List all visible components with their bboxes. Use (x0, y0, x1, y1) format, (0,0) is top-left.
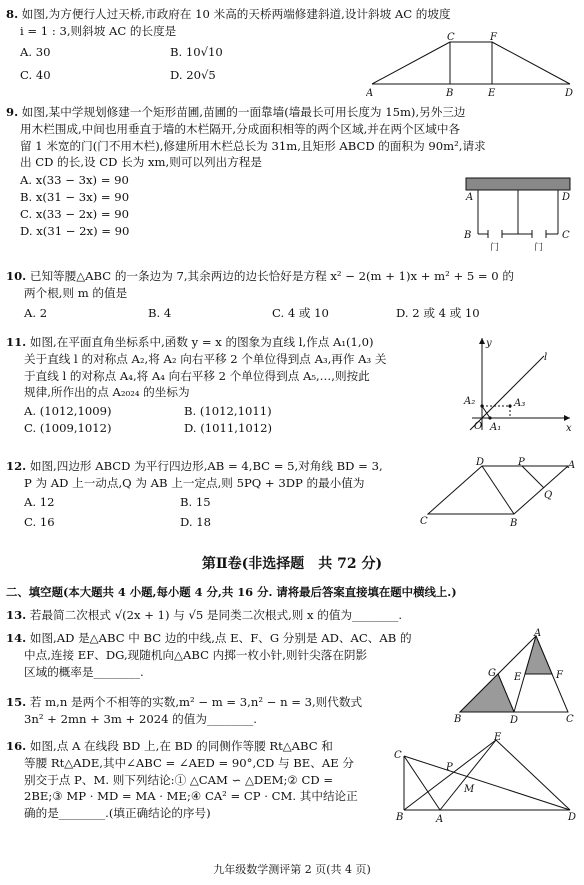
triangle-figure (452, 628, 578, 724)
question-text: 如图,四边形 ABCD 为平行四边形,AB = 4,BC = 5,对角线 BD = 3, (29, 459, 383, 473)
label-c: C (447, 32, 455, 43)
option-a[interactable]: A. 12 (24, 494, 55, 509)
question-number: 8. (6, 7, 19, 21)
question-13 (6, 607, 402, 624)
page-footer: 九年级数学测评第 2 页(共 4 页) (213, 863, 371, 876)
question-text: 如图,点 A 在线段 BD 上,在 BD 的同侧作等腰 Rt△ABC 和 (29, 739, 333, 753)
label-g: G (488, 668, 496, 679)
question-text: 若最简二次根式 √(2x + 1) 与 √5 是同类二次根式,则 x 的值为________. (29, 608, 403, 622)
right-triangles-figure (392, 732, 578, 824)
option-c[interactable]: C. 16 (24, 515, 55, 530)
label-c: C (394, 750, 402, 761)
label-a: A (436, 814, 444, 824)
question-text: 2BE;③ MP · MD = MA · ME;④ CA² = CP · CM. 其中结论正 (24, 789, 358, 804)
option-d[interactable]: D. (1011,1012) (184, 420, 272, 435)
question-14 (6, 630, 412, 680)
question-number: 15. (6, 695, 27, 709)
label-d: D (476, 457, 485, 468)
question-number: 10. (6, 269, 27, 283)
question-12 (6, 458, 383, 531)
question-text: 如图,在平面直角坐标系中,函数 y = x 的图象为直线 l,作点 A₁(1,0) (29, 335, 374, 349)
option-c[interactable]: C. 40 (20, 68, 51, 83)
question-text: 别交于点 P、M. 则下列结论:① △CAM ∽ △DEM;② CD = (24, 772, 334, 787)
question-16 (6, 738, 358, 822)
label-d: D (562, 192, 571, 203)
section-title: 第Ⅱ卷(非选择题 共 72 分) (201, 556, 383, 572)
option-b[interactable]: B. 4 (148, 305, 172, 320)
label-l: l (544, 352, 548, 363)
label-c: C (420, 516, 428, 527)
label-a: A (568, 460, 576, 471)
bridge-figure (366, 30, 576, 98)
label-b: B (396, 812, 404, 823)
option-d[interactable]: D. 2 或 4 或 10 (396, 305, 480, 320)
question-number: 9. (6, 105, 19, 119)
question-11 (6, 334, 386, 437)
question-number: 12. (6, 459, 27, 473)
question-text: 若 m,n 是两个不相等的实数,m² − m = 3,n² − n = 3,则代数式 (29, 695, 363, 709)
label-b: B (454, 714, 462, 724)
question-text: 两个根,则 m 的值是 (24, 285, 128, 300)
label-d: D (568, 812, 577, 823)
section-header: 二、填空题(本大题共 4 小题,每小题 4 分,共 16 分. 请将最后答案直接填在题中横线上.) (6, 585, 457, 599)
question-text: 中点,连接 EF、DG,现随机向△ABC 内掷一枚小针,则针尖落在阴影 (24, 647, 368, 662)
label-o: O (474, 421, 483, 432)
question-text: 关于直线 l 的对称点 A₂,将 A₂ 向右平移 2 个单位得到点 A₃,再作 A₃ 关 (24, 351, 387, 366)
label-a: A (466, 192, 474, 203)
option-b[interactable]: B. 10√10 (170, 44, 223, 59)
question-text: 已知等腰△ABC 的一条边为 7,其余两边的边长恰好是方程 x² − 2(m + 1)x + m² + 5 = 0 的 (29, 269, 514, 283)
label-q: Q (544, 490, 553, 501)
label-m: M (464, 784, 475, 795)
question-text: i = 1 : 3,则斜坡 AC 的长度是 (20, 23, 177, 38)
option-a[interactable]: A. 30 (20, 44, 51, 59)
option-b[interactable]: B. 15 (180, 494, 211, 509)
label-d: D (565, 88, 574, 98)
label-e: E (488, 88, 496, 98)
option-c[interactable]: C. x(33 − 2x) = 90 (20, 206, 130, 221)
question-text: P 为 AD 上一动点,Q 为 AB 上一定点,则 5PQ + 3DP 的最小值为 (24, 475, 365, 490)
option-b[interactable]: B. (1012,1011) (184, 404, 272, 419)
label-e: E (514, 672, 522, 683)
question-10 (6, 268, 520, 321)
label-a3: A₃ (514, 398, 526, 409)
label-c: C (562, 230, 570, 241)
label-f: F (556, 670, 563, 681)
label-d: D (510, 715, 519, 724)
option-a[interactable]: A. (1012,1009) (24, 404, 112, 419)
parallelogram-figure (420, 456, 576, 528)
question-text: 确的是________.(填正确结论的序号) (24, 806, 211, 821)
question-text: 规律,所作出的点 A₂₀₂₄ 的坐标为 (24, 385, 190, 400)
question-text: 出 CD 的长,设 CD 长为 xm,则可以列出方程是 (20, 155, 262, 170)
question-text: 用木栏围成,中间也用垂直于墙的木栏隔开,分成面积相等的两个区域,并在两个区域中各 (20, 121, 461, 136)
label-a: A (366, 88, 374, 98)
label-b: B (464, 230, 472, 241)
option-d[interactable]: D. 18 (180, 515, 212, 530)
question-number: 14. (6, 631, 27, 645)
question-text: 如图,为方便行人过天桥,市政府在 10 米高的天桥两端修建斜道,设计斜坡 AC 的坡度 (21, 7, 451, 21)
question-text: 如图,AD 是△ABC 中 BC 边的中线,点 E、F、G 分别是 AD、AC、AB 的 (29, 631, 412, 645)
garden-figure (458, 176, 578, 256)
label-x: x (566, 423, 572, 434)
question-text: 如图,某中学规划修建一个矩形苗圃,苗圃的一面靠墙(墙最长可用长度为 15m),另外三边 (21, 105, 466, 119)
question-number: 11. (6, 335, 27, 349)
option-c[interactable]: C. 4 或 10 (272, 305, 329, 320)
question-text: 等腰 Rt△ADE,其中∠ABC = ∠AED = 90°,CD 与 BE、AE 分 (24, 755, 354, 770)
label-p: P (446, 762, 453, 773)
label-door-2: 门 (534, 243, 544, 253)
label-a1: A₁ (490, 422, 502, 433)
label-b: B (446, 88, 454, 98)
option-d[interactable]: D. 20√5 (170, 68, 216, 83)
question-text: 区域的概率是________. (24, 664, 144, 679)
label-a: A (534, 628, 542, 639)
question-9 (6, 104, 486, 239)
question-text: 3n² + 2mn + 3m + 2024 的值为________. (24, 711, 257, 726)
option-b[interactable]: B. x(31 − 3x) = 90 (20, 189, 130, 204)
label-a2: A₂ (464, 396, 476, 407)
label-p: P (518, 457, 525, 468)
option-a[interactable]: A. x(33 − 3x) = 90 (20, 173, 129, 188)
option-a[interactable]: A. 2 (24, 305, 48, 320)
option-d[interactable]: D. x(31 − 2x) = 90 (20, 223, 130, 238)
question-text: 留 1 米宽的门(门不用木栏),修建所用木栏总长为 31m,且矩形 ABCD 的面积为 90m²,请求 (20, 138, 486, 153)
label-door-1: 门 (490, 243, 500, 253)
label-b: B (510, 518, 518, 528)
label-y: y (486, 338, 492, 349)
coordinate-figure (462, 334, 576, 434)
label-f: F (490, 32, 497, 43)
question-text: 于直线 l 的对称点 A₄,将 A₄ 向右平移 2 个单位得到点 A₅,…,则按此 (24, 368, 370, 383)
question-15 (6, 694, 362, 728)
question-number: 16. (6, 739, 27, 753)
option-c[interactable]: C. (1009,1012) (24, 420, 112, 435)
label-e: E (494, 732, 502, 743)
label-c: C (566, 714, 574, 724)
question-number: 13. (6, 608, 27, 622)
